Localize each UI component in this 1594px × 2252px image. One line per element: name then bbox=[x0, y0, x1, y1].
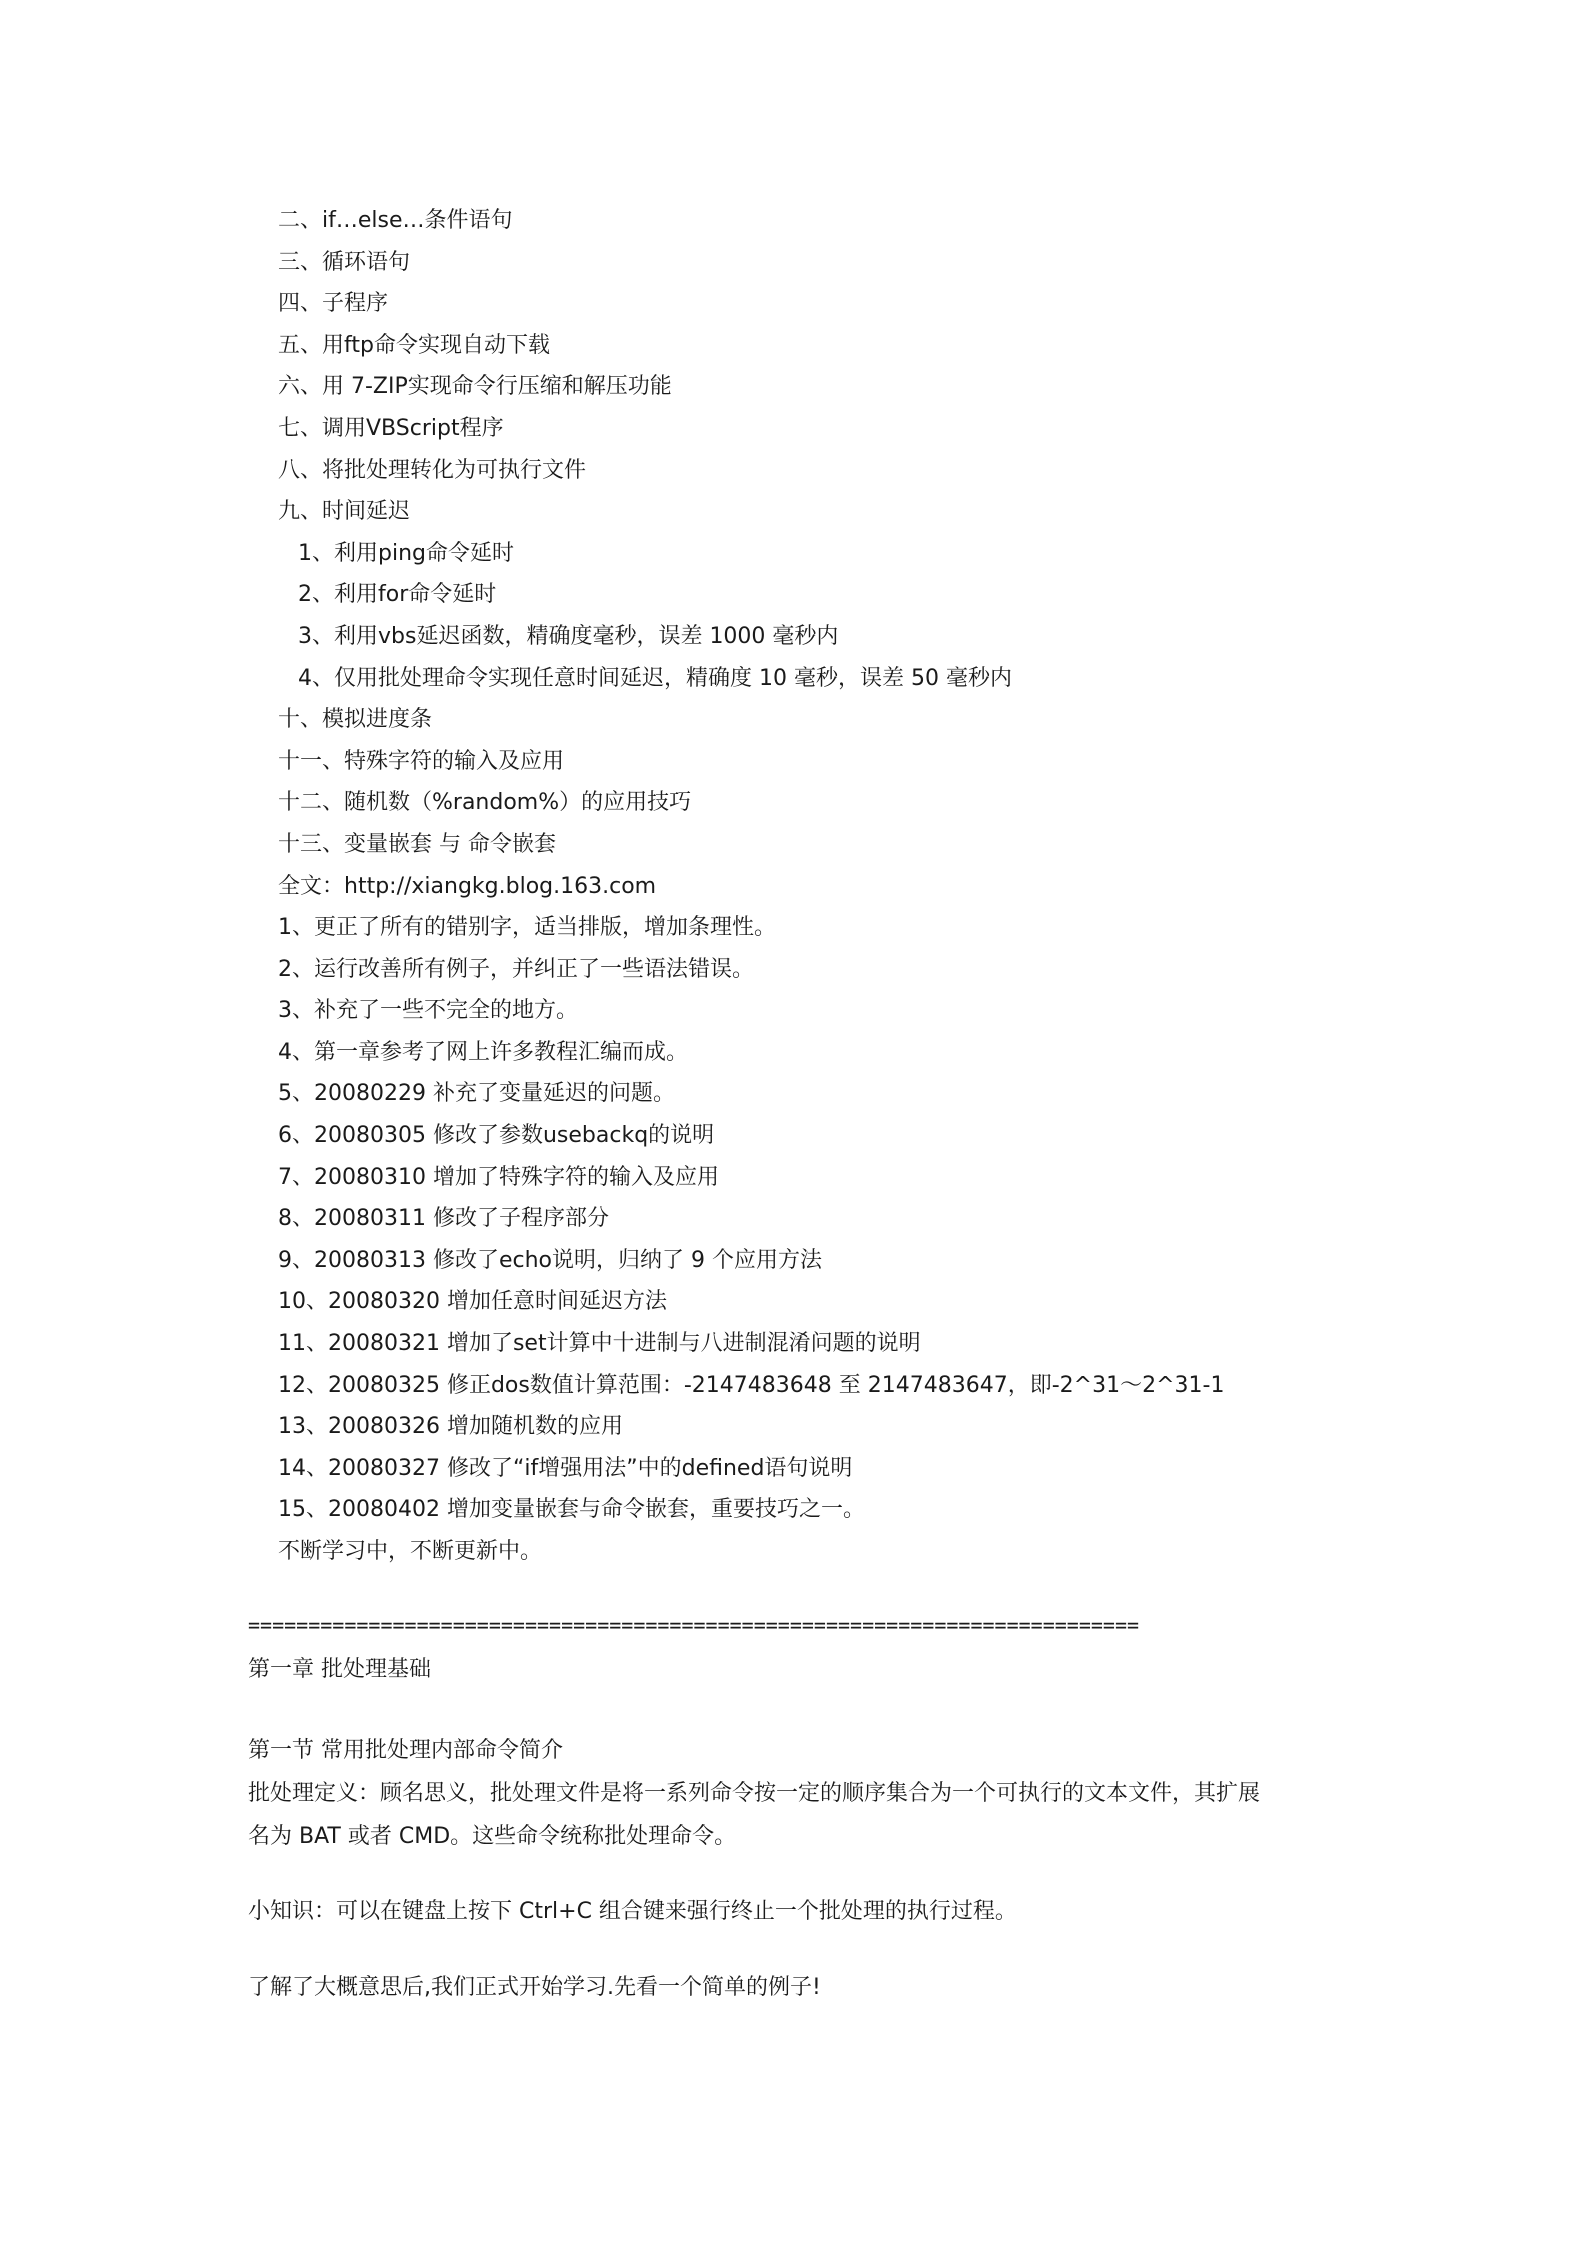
changelog-item: 13、20080326 增加随机数的应用 bbox=[278, 1414, 623, 1440]
toc-item: 二、if…else…条件语句 bbox=[278, 208, 513, 233]
changelog-item: 15、20080402 增加变量嵌套与命令嵌套，重要技巧之一。 bbox=[278, 1497, 865, 1523]
changelog-item: 5、20080229 补充了变量延迟的问题。 bbox=[278, 1081, 675, 1107]
full-text-link[interactable]: 全文：http://xiangkg.blog.163.com bbox=[278, 873, 657, 899]
toc-item: 十三、变量嵌套 与 命令嵌套 bbox=[278, 831, 556, 857]
toc-item: 十、模拟进度条 bbox=[278, 707, 433, 733]
changelog-item: 10、20080320 增加任意时间延迟方法 bbox=[278, 1289, 667, 1315]
changelog-item: 1、更正了所有的错别字，适当排版，增加条理性。 bbox=[278, 915, 776, 941]
divider-line: ========================================================================== bbox=[248, 1613, 1140, 1637]
toc-item: 四、子程序 bbox=[278, 291, 389, 317]
changelog-item: 11、20080321 增加了set计算中十进制与八进制混淆问题的说明 bbox=[278, 1331, 921, 1357]
chapter-title: 第一章 批处理基础 bbox=[248, 1657, 431, 1682]
toc-item: 九、时间延迟 bbox=[278, 499, 411, 525]
toc-item: 十一、特殊字符的输入及应用 bbox=[278, 748, 565, 774]
toc-item: 十二、随机数（%random%）的应用技巧 bbox=[278, 790, 692, 816]
changelog-item: 7、20080310 增加了特殊字符的输入及应用 bbox=[278, 1164, 719, 1190]
section-title: 第一节 常用批处理内部命令简介 bbox=[248, 1738, 563, 1763]
toc-item: 七、调用VBScript程序 bbox=[278, 415, 504, 441]
table-of-contents bbox=[278, 200, 1378, 1573]
changelog-item: 2、运行改善所有例子，并纠正了一些语法错误。 bbox=[278, 956, 754, 982]
toc-sub-item: 3、利用vbs延迟函数，精确度毫秒，误差 1000 毫秒内 bbox=[298, 623, 839, 649]
toc-item: 八、将批处理转化为可执行文件 bbox=[278, 457, 587, 483]
toc-sub-item: 2、利用for命令延时 bbox=[298, 582, 497, 608]
definition-paragraph bbox=[248, 1772, 1368, 1858]
changelog-item: 3、补充了一些不完全的地方。 bbox=[278, 998, 578, 1024]
changelog-item: 4、第一章参考了网上许多教程汇编而成。 bbox=[278, 1039, 688, 1065]
toc-item: 五、用ftp命令实现自动下载 bbox=[278, 332, 550, 358]
changelog-item: 12、20080325 修正dos数值计算范围：-2147483648 至 2147483647，即-2^31～2^31-1 bbox=[278, 1372, 1225, 1398]
changelog-item: 9、20080313 修改了echo说明，归纳了 9 个应用方法 bbox=[278, 1247, 822, 1273]
changelog-item: 8、20080311 修改了子程序部分 bbox=[278, 1206, 609, 1232]
toc-item: 三、循环语句 bbox=[278, 249, 411, 275]
tip-paragraph: 小知识：可以在键盘上按下 Ctrl+C 组合键来强行终止一个批处理的执行过程。 bbox=[248, 1899, 1017, 1924]
toc-sub-item: 1、利用ping命令延时 bbox=[298, 540, 514, 566]
definition-line: 名为 BAT 或者 CMD。这些命令统称批处理命令。 bbox=[248, 1824, 737, 1849]
changelog-item: 6、20080305 修改了参数usebackq的说明 bbox=[278, 1123, 715, 1149]
toc-sub-item: 4、仅用批处理命令实现任意时间延迟，精确度 10 毫秒，误差 50 毫秒内 bbox=[298, 665, 1012, 691]
changelog-item: 14、20080327 修改了“if增强用法”中的defined语句说明 bbox=[278, 1455, 853, 1481]
toc-item: 六、用 7-ZIP实现命令行压缩和解压功能 bbox=[278, 374, 672, 400]
definition-line: 批处理定义：顾名思义，批处理文件是将一系列命令按一定的顺序集合为一个可执行的文本文件，其扩展 bbox=[248, 1781, 1261, 1806]
intro-paragraph: 了解了大概意思后,我们正式开始学习.先看一个简单的例子! bbox=[248, 1975, 821, 2000]
closing-note: 不断学习中，不断更新中。 bbox=[278, 1539, 543, 1564]
